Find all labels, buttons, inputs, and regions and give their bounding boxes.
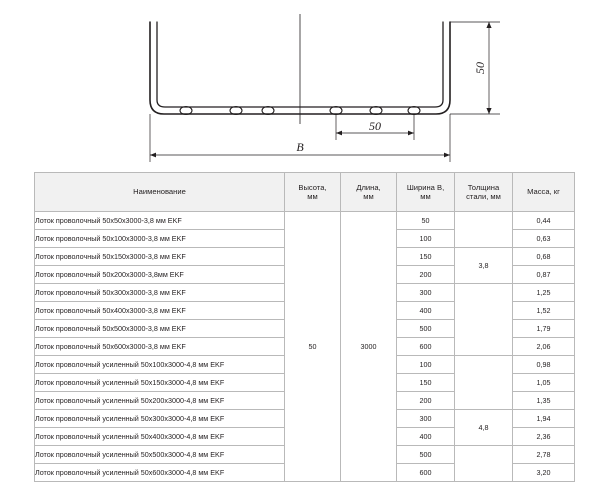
cell-mass: 0,98 [513, 356, 575, 374]
table-body [35, 212, 575, 482]
cell-mass: 1,94 [513, 410, 575, 428]
specification-table [34, 172, 575, 482]
cell-width: 200 [397, 266, 455, 284]
pitch-dimension-label: 50 [369, 119, 381, 133]
table-header-row [35, 173, 575, 212]
cell-name: Лоток проволочный усиленный 50x300x3000-4,8 мм EKF [35, 410, 285, 428]
cell-width: 600 [397, 338, 455, 356]
table-row [35, 212, 575, 230]
cell-thickness-spacer-top2 [455, 356, 513, 410]
cell-name: Лоток проволочный 50x200x3000-3,8мм EKF [35, 266, 285, 284]
cell-width: 400 [397, 428, 455, 446]
header-width [397, 173, 455, 212]
header-mass-line1: Масса, кг [527, 187, 560, 197]
tray-technical-drawing [0, 0, 600, 170]
cell-mass: 1,05 [513, 374, 575, 392]
header-height-line2: мм [307, 192, 318, 201]
specification-table-wrapper [34, 172, 568, 482]
header-name [35, 173, 285, 212]
header-name-line1: Наименование [133, 187, 186, 197]
cell-thickness-group-1: 3,8 [455, 248, 513, 284]
cell-name: Лоток проволочный 50x100x3000-3,8 мм EKF [35, 230, 285, 248]
cell-name: Лоток проволочный усиленный 50x500x3000-4,8 мм EKF [35, 446, 285, 464]
cell-name: Лоток проволочный 50x500x3000-3,8 мм EKF [35, 320, 285, 338]
header-width-line1: Ширина B, [406, 182, 445, 192]
cell-thickness-group-2: 4,8 [455, 410, 513, 446]
cell-width: 300 [397, 410, 455, 428]
cell-width: 500 [397, 446, 455, 464]
header-length [341, 173, 397, 212]
cell-mass: 0,68 [513, 248, 575, 266]
cell-mass: 1,35 [513, 392, 575, 410]
header-length-line2: мм [363, 192, 374, 201]
header-height-line1: Высота, [298, 182, 327, 192]
cell-width: 300 [397, 284, 455, 302]
cell-thickness-spacer-bottom [455, 284, 513, 356]
cell-name: Лоток проволочный усиленный 50x150x3000-4,8 мм EKF [35, 374, 285, 392]
header-length-line1: Длина, [356, 182, 381, 192]
cell-name: Лоток проволочный усиленный 50x100x3000-4,8 мм EKF [35, 356, 285, 374]
table-head [35, 173, 575, 212]
cell-name: Лоток проволочный 50x50x3000-3,8 мм EKF [35, 212, 285, 230]
cell-name: Лоток проволочный 50x300x3000-3,8 мм EKF [35, 284, 285, 302]
header-width-line2: мм [420, 192, 431, 201]
cell-mass: 3,20 [513, 464, 575, 482]
cell-width: 150 [397, 374, 455, 392]
header-thickness [455, 173, 513, 212]
cell-name: Лоток проволочный 50x150x3000-3,8 мм EKF [35, 248, 285, 266]
cell-width: 50 [397, 212, 455, 230]
cell-mass: 2,78 [513, 446, 575, 464]
cell-name: Лоток проволочный усиленный 50x400x3000-4,8 мм EKF [35, 428, 285, 446]
cell-width: 400 [397, 302, 455, 320]
cell-width: 150 [397, 248, 455, 266]
cell-name: Лоток проволочный 50x600x3000-3,8 мм EKF [35, 338, 285, 356]
cell-mass: 0,44 [513, 212, 575, 230]
header-thickness-line1: Толщина [467, 182, 500, 192]
cell-width: 100 [397, 230, 455, 248]
cell-width: 200 [397, 392, 455, 410]
cell-mass: 1,79 [513, 320, 575, 338]
cell-name: Лоток проволочный усиленный 50x200x3000-4,8 мм EKF [35, 392, 285, 410]
header-mass [513, 173, 575, 212]
header-thickness-line2: стали, мм [466, 192, 501, 201]
cell-mass: 0,63 [513, 230, 575, 248]
cell-mass: 2,06 [513, 338, 575, 356]
cell-width: 500 [397, 320, 455, 338]
cell-thickness-spacer-end [455, 446, 513, 482]
cell-width: 600 [397, 464, 455, 482]
cell-mass: 1,25 [513, 284, 575, 302]
cell-mass: 1,52 [513, 302, 575, 320]
height-dimension-label: 50 [473, 62, 487, 74]
header-height [285, 173, 341, 212]
width-dimension-label: B [296, 140, 304, 154]
cell-name: Лоток проволочный усиленный 50x600x3000-4,8 мм EKF [35, 464, 285, 482]
cell-name: Лоток проволочный 50x400x3000-3,8 мм EKF [35, 302, 285, 320]
tray-drawing-svg [0, 0, 600, 172]
cell-mass: 2,36 [513, 428, 575, 446]
cell-mass: 0,87 [513, 266, 575, 284]
cell-thickness-spacer-top [455, 212, 513, 248]
cell-width: 100 [397, 356, 455, 374]
cell-length-merged: 3000 [341, 212, 397, 482]
cell-height-merged: 50 [285, 212, 341, 482]
